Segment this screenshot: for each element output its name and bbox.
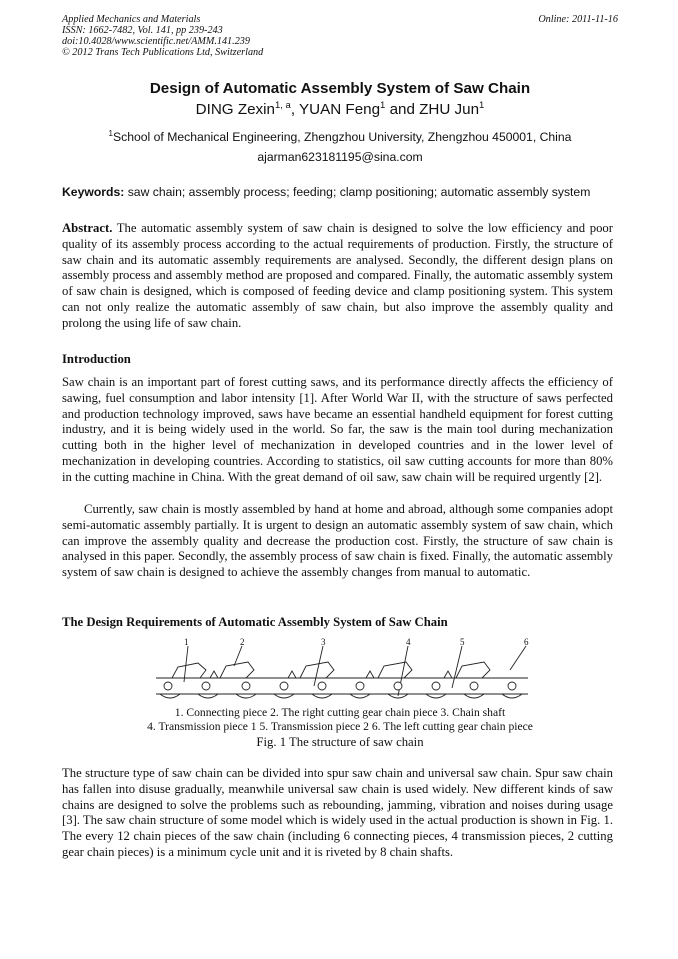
chain-shaft — [318, 682, 326, 690]
paragraph-introduction-2: Currently, saw chain is mostly assembled by hand at home and abroad, although some companies adopt semi-automatic assembly partially. It is urgent to design an automatic assembly system of saw chain, which can improve the assembly quality and decrease the production cost. Firstly, the structure of saw chain is analysed in this paper. Secondly, the assembly process of saw chain is fixed. Finally, the automatic assembly system of saw chain is designed to achieve the assembly changes from manual to automatic. — [62, 502, 613, 580]
section-heading-design-requirements: The Design Requirements of Automatic Assembly System of Saw Chain — [62, 615, 448, 629]
author-name: YUAN Feng — [299, 101, 381, 118]
saw-chain-figure — [150, 636, 534, 708]
abstract-text: The automatic assembly system of saw chain is designed to solve the low efficiency and poor quality of its assembly process according to the actual requirements of production. Firstly, the structure of saw chain and its automatic assembly requirements are analysed. Secondly, the different design plans on assembly process and assembly method are proposed and compared. Finally, the automatic assembly system of saw chain is designed, which is composed of feeding device and clamp positioning system. This system can not only realize the automatic assembly of saw chain, but also improve the assembly quality and prolong the using life of saw chain. — [62, 221, 613, 330]
figure-label: 1 — [184, 637, 189, 647]
affiliation-mark: 1 — [108, 129, 113, 138]
author-separator: , — [290, 101, 299, 118]
leader-line — [314, 646, 323, 686]
author-name: ZHU Jun — [419, 101, 480, 118]
depth-gauge — [210, 671, 218, 678]
abstract — [62, 221, 613, 332]
figure-title: Fig. 1 The structure of saw chain — [256, 735, 424, 749]
chain-shaft — [280, 682, 288, 690]
online-date: Online: 2011-11-16 — [538, 14, 618, 25]
affiliation-text: School of Mechanical Engineering, Zhengzhou University, Zhengzhou 450001, China — [113, 130, 572, 144]
cutter-tooth — [456, 662, 490, 678]
figure-label: 3 — [321, 637, 326, 647]
figure-label: 2 — [240, 637, 245, 647]
author-affiliation-mark: 1, a — [274, 100, 291, 111]
figure-label: 5 — [460, 637, 465, 647]
journal-copyright: © 2012 Trans Tech Publications Ltd, Switzerland — [62, 47, 264, 58]
chain-shaft — [394, 682, 402, 690]
chain-shaft — [470, 682, 478, 690]
section-heading-introduction: Introduction — [62, 352, 131, 366]
cutter-tooth — [220, 662, 254, 678]
author-separator: and — [385, 101, 420, 118]
figure-label: 6 — [524, 637, 529, 647]
chain-shaft — [432, 682, 440, 690]
figure-caption-line-1: 1. Connecting piece 2. The right cutting gear chain piece 3. Chain shaft — [174, 706, 506, 719]
author-name: DING Zexin — [195, 101, 275, 118]
chain-shaft — [508, 682, 516, 690]
keywords-label: Keywords: — [62, 185, 125, 199]
journal-issn: ISSN: 1662-7482, Vol. 141, pp 239-243 — [62, 25, 223, 36]
chain-shaft — [356, 682, 364, 690]
depth-gauge — [288, 671, 296, 678]
leader-line — [452, 646, 462, 688]
author-list — [62, 101, 618, 118]
figure-label: 4 — [406, 637, 411, 647]
affiliation — [62, 130, 618, 144]
author-email: ajarman623181195@sina.com — [257, 150, 423, 164]
paragraph-introduction-1: Saw chain is an important part of forest cutting saws, and its performance directly affects the efficiency of sawing, fuel consumption and labor intensity [1]. After World War II, with the structure of saws perfected and production technology improved, saws have became an essential handheld equipment for forest cutting industry, and it is being widely used in the world. So far, the saw is the main tool during mechanization cutting both in the higher level of mechanization in developed countries and in the lower level of mechanization in developing countries. According to statistics, oil saw cutting accounts for more than 80% in the cutting machine in China. With the great demand of oil saw, saw chain will be required urgently [2]. — [62, 375, 613, 484]
cutter-tooth — [300, 662, 334, 678]
cutter-tooth — [378, 662, 412, 678]
journal-header — [62, 14, 618, 58]
author-affiliation-mark: 1 — [479, 100, 485, 111]
journal-doi: doi:10.4028/www.scientific.net/AMM.141.239 — [62, 36, 250, 47]
chain-drive-links — [160, 694, 522, 698]
chain-shaft — [242, 682, 250, 690]
chain-shaft — [202, 682, 210, 690]
paragraph-structure: The structure type of saw chain can be divided into spur saw chain and universal saw chain. Spur saw chain has fallen into disuse gradually, meanwhile universal saw chain is used widely. New different kinds of saw chains are designed to solve the problems such as rebounding, jamming, vibration and noises during usage [3]. The saw chain structure of some model which is widely used in the actual production is shown in Fig. 1. The every 12 chain pieces of the saw chain (including 6 connecting pieces, 4 transmission pieces, 2 cutting gear chain pieces) is a minimum cycle unit and it is riveted by 8 chain shafts. — [62, 766, 613, 859]
leader-line — [510, 646, 526, 670]
cutter-tooth — [172, 663, 206, 678]
journal-name: Applied Mechanics and Materials — [62, 14, 201, 25]
paper-title: Design of Automatic Assembly System of Saw Chain — [149, 80, 531, 97]
leader-line — [184, 646, 188, 682]
keywords-text: saw chain; assembly process; feeding; clamp positioning; automatic assembly system — [124, 185, 591, 199]
keywords — [62, 185, 618, 199]
depth-gauge — [366, 671, 374, 678]
author-affiliation-mark: 1 — [380, 100, 386, 111]
figure-caption-line-2: 4. Transmission piece 1 5. Transmission piece 2 6. The left cutting gear chain piece — [147, 720, 533, 733]
abstract-label: Abstract. — [62, 221, 113, 235]
chain-shaft — [164, 682, 172, 690]
depth-gauge — [444, 671, 452, 678]
